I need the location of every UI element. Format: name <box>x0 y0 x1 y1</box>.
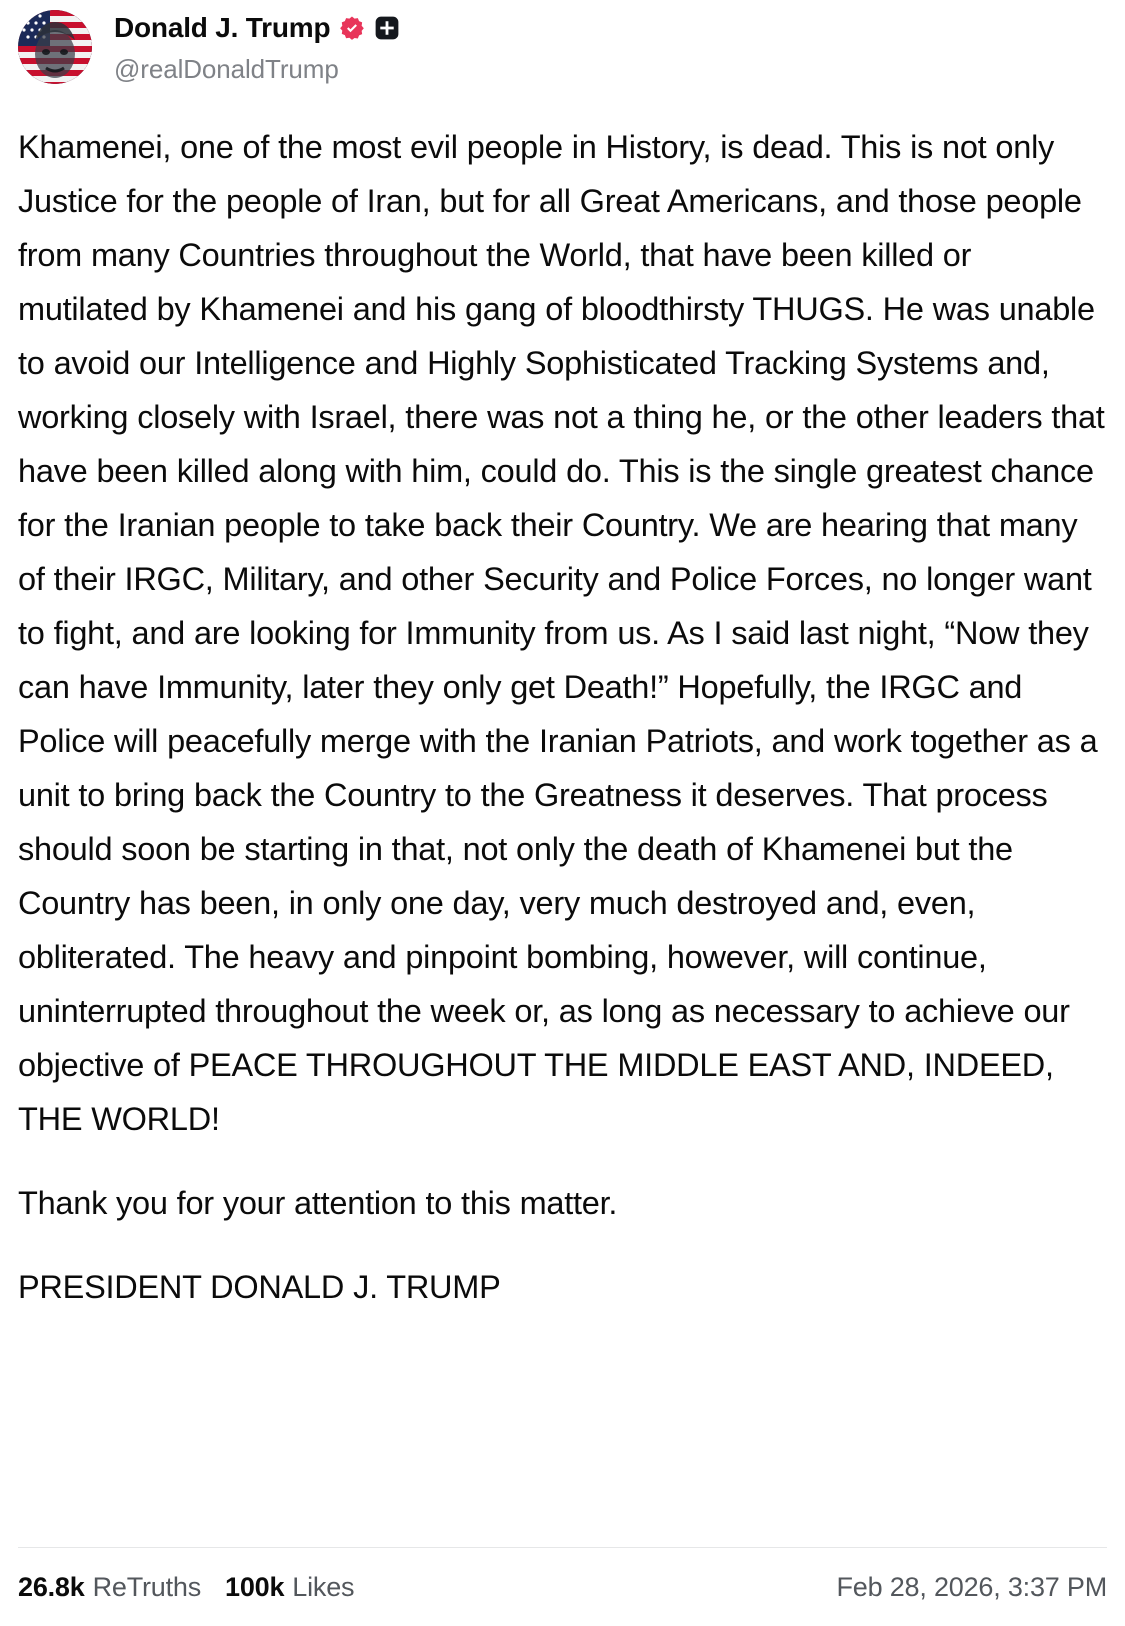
likes-count[interactable]: 100k <box>225 1571 285 1602</box>
engagement-stats <box>18 1572 378 1603</box>
trump-flag-avatar-icon <box>18 10 92 84</box>
likes-label[interactable]: Likes <box>292 1571 355 1602</box>
avatar[interactable] <box>18 10 92 84</box>
post-timestamp: Feb 28, 2026, 3:37 PM <box>836 1571 1107 1602</box>
author-handle[interactable]: @realDonaldTrump <box>114 54 339 84</box>
post-body <box>18 96 1107 1547</box>
verified-check-badge-icon <box>339 15 365 41</box>
retruths-count[interactable]: 26.8k <box>18 1571 85 1602</box>
author-name-row <box>114 8 400 48</box>
post-footer <box>18 1547 1107 1626</box>
author-display-name[interactable]: Donald J. Trump <box>114 12 331 43</box>
post-paragraph-signature: PRESIDENT DONALD J. TRUMP <box>18 1269 501 1305</box>
retruths-label[interactable]: ReTruths <box>92 1571 202 1602</box>
post-paragraph-main: Khamenei, one of the most evil people in History, is dead. This is not only Justice for the people of Iran, but for all Great Americans, and those people from many Countries throughout the World, that have been killed or mutilated by Khamenei and his gang of bloodthirsty THUGS. He was unable to avoid our Intelligence and Highly Sophisticated Tracking Systems and, working closely with Israel, there was not a thing he, or the other leaders that have been killed along with him, could do. This is the single greatest chance for the Iranian people to take back their Country. We are hearing that many of their IRGC, Military, and other Security and Police Forces, no longer want to fight, and are looking for Immunity from us. As I said last night, “Now they can have Immunity, later they only get Death!” Hopefully, the IRGC and Police will peacefully merge with the Iranian Patriots, and work together as a unit to bring back the Country to the Greatness it deserves. That process should soon be starting in that, not only the death of Khamenei but the Country has been, in only one day, very much destroyed and, even, obliterated. The heavy and pinpoint bombing, however, will continue, uninterrupted throughout the week or, as long as necessary to achieve our objective of PEACE THROUGHOUT THE MIDDLE EAST AND, INDEED, THE WORLD! <box>18 129 1105 1137</box>
post-paragraph-thanks: Thank you for your attention to this matter. <box>18 1185 618 1221</box>
post-header <box>18 0 1107 96</box>
author-identity <box>114 8 400 86</box>
plus-square-badge-icon <box>374 15 400 41</box>
